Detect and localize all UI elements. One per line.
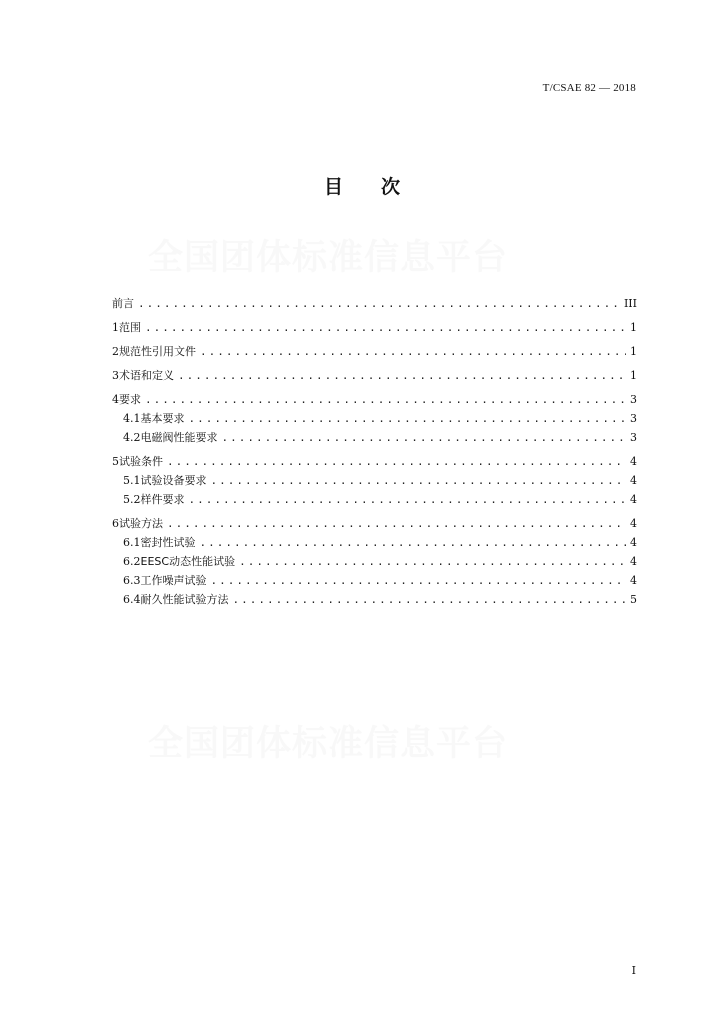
- toc-entry-4-1[interactable]: [112, 412, 637, 426]
- toc-entry-6[interactable]: [112, 517, 637, 531]
- toc-page-number: 3: [630, 431, 637, 444]
- toc-leader-dots: [189, 412, 627, 426]
- toc-entry-4[interactable]: [112, 393, 637, 407]
- toc-entry-5-1[interactable]: [112, 474, 637, 488]
- toc-page-number: III: [623, 297, 637, 310]
- toc-entry-3[interactable]: [112, 369, 637, 383]
- toc-page-number: 4: [630, 517, 637, 530]
- toc-entry-4-2[interactable]: [112, 431, 637, 445]
- toc-entry-text: 耐久性能试验方法: [140, 593, 229, 606]
- watermark-bottom: 全国团体标准信息平台: [148, 724, 509, 764]
- toc-entry-5[interactable]: [112, 455, 637, 469]
- toc-entry-text: 工作噪声试验: [140, 574, 207, 587]
- toc-leader-dots: [145, 321, 626, 335]
- page-title: [0, 172, 724, 199]
- toc-page-number: 1: [630, 345, 637, 358]
- toc-entry-foreword[interactable]: [112, 297, 637, 311]
- toc-page-number: 4: [630, 536, 637, 549]
- toc-leader-dots: [167, 455, 626, 469]
- toc-entry-text: 试验条件: [119, 455, 163, 468]
- toc-page-number: 3: [630, 412, 637, 425]
- toc-page-number: 3: [630, 393, 637, 406]
- toc-leader-dots: [211, 574, 627, 588]
- toc-page-number: 1: [630, 321, 637, 334]
- toc-entry-text: 基本要求: [140, 412, 185, 425]
- toc-section-number: 6.1: [123, 536, 141, 549]
- toc-entry-6-1[interactable]: [112, 536, 637, 550]
- toc-entry-text: 规范性引用文件: [119, 345, 196, 358]
- toc-entry-text: 范围: [119, 321, 141, 334]
- toc-leader-dots: [211, 474, 627, 488]
- toc-section-number: 6.2: [123, 555, 141, 568]
- toc-leader-dots: [138, 297, 620, 311]
- table-of-contents: [112, 297, 637, 607]
- toc-entry-text: 样件要求: [140, 493, 185, 506]
- toc-leader-dots: [145, 393, 626, 407]
- toc-section-number: 5.2: [123, 493, 141, 506]
- toc-entry-text: 试验设备要求: [140, 474, 207, 487]
- title-char-right: 次: [381, 176, 401, 198]
- watermark-top: 全国团体标准信息平台: [148, 238, 509, 278]
- toc-page-number: 5: [630, 593, 637, 606]
- toc-entry-text: 电磁阀性能要求: [140, 431, 218, 444]
- toc-entry-6-2[interactable]: [112, 555, 637, 569]
- toc-leader-dots: [239, 555, 626, 569]
- footer-page-number: I: [631, 964, 636, 977]
- toc-section-number: 2: [112, 345, 119, 358]
- toc-entry-6-4[interactable]: [112, 593, 637, 607]
- toc-section-number: 1: [112, 321, 119, 334]
- toc-page-number: 4: [630, 574, 637, 587]
- toc-entry-text: 试验方法: [119, 517, 163, 530]
- toc-section-number: 4.2: [123, 431, 141, 444]
- toc-leader-dots: [189, 493, 627, 507]
- toc-leader-dots: [178, 369, 626, 383]
- standard-number: T/CSAE 82 — 2018: [542, 82, 636, 94]
- toc-section-number: 6.4: [123, 593, 141, 606]
- toc-entry-6-3[interactable]: [112, 574, 637, 588]
- toc-entry-text: 要求: [119, 393, 141, 406]
- toc-section-number: 4.1: [123, 412, 141, 425]
- toc-section-number: 6: [112, 517, 119, 530]
- toc-leader-dots: [200, 536, 627, 550]
- toc-page-number: 4: [630, 474, 637, 487]
- toc-leader-dots: [233, 593, 627, 607]
- toc-entry-text: 前言: [112, 297, 134, 310]
- toc-entry-text: 术语和定义: [119, 369, 174, 382]
- toc-section-number: 5.1: [123, 474, 141, 487]
- toc-leader-dots: [200, 345, 626, 359]
- toc-section-number: 5: [112, 455, 119, 468]
- toc-entry-2[interactable]: [112, 345, 637, 359]
- toc-page-number: 4: [630, 555, 637, 568]
- title-char-left: 目: [323, 176, 343, 198]
- toc-section-number: 4: [112, 393, 119, 406]
- toc-entry-5-2[interactable]: [112, 493, 637, 507]
- toc-leader-dots: [167, 517, 626, 531]
- toc-entry-1[interactable]: [112, 321, 637, 335]
- toc-page-number: 4: [630, 455, 637, 468]
- toc-leader-dots: [222, 431, 627, 445]
- toc-page-number: 4: [630, 493, 637, 506]
- toc-section-number: 3: [112, 369, 119, 382]
- toc-section-number: 6.3: [123, 574, 141, 587]
- toc-entry-text: EESC动态性能试验: [140, 555, 236, 568]
- toc-page-number: 1: [630, 369, 637, 382]
- toc-entry-text: 密封性试验: [140, 536, 196, 549]
